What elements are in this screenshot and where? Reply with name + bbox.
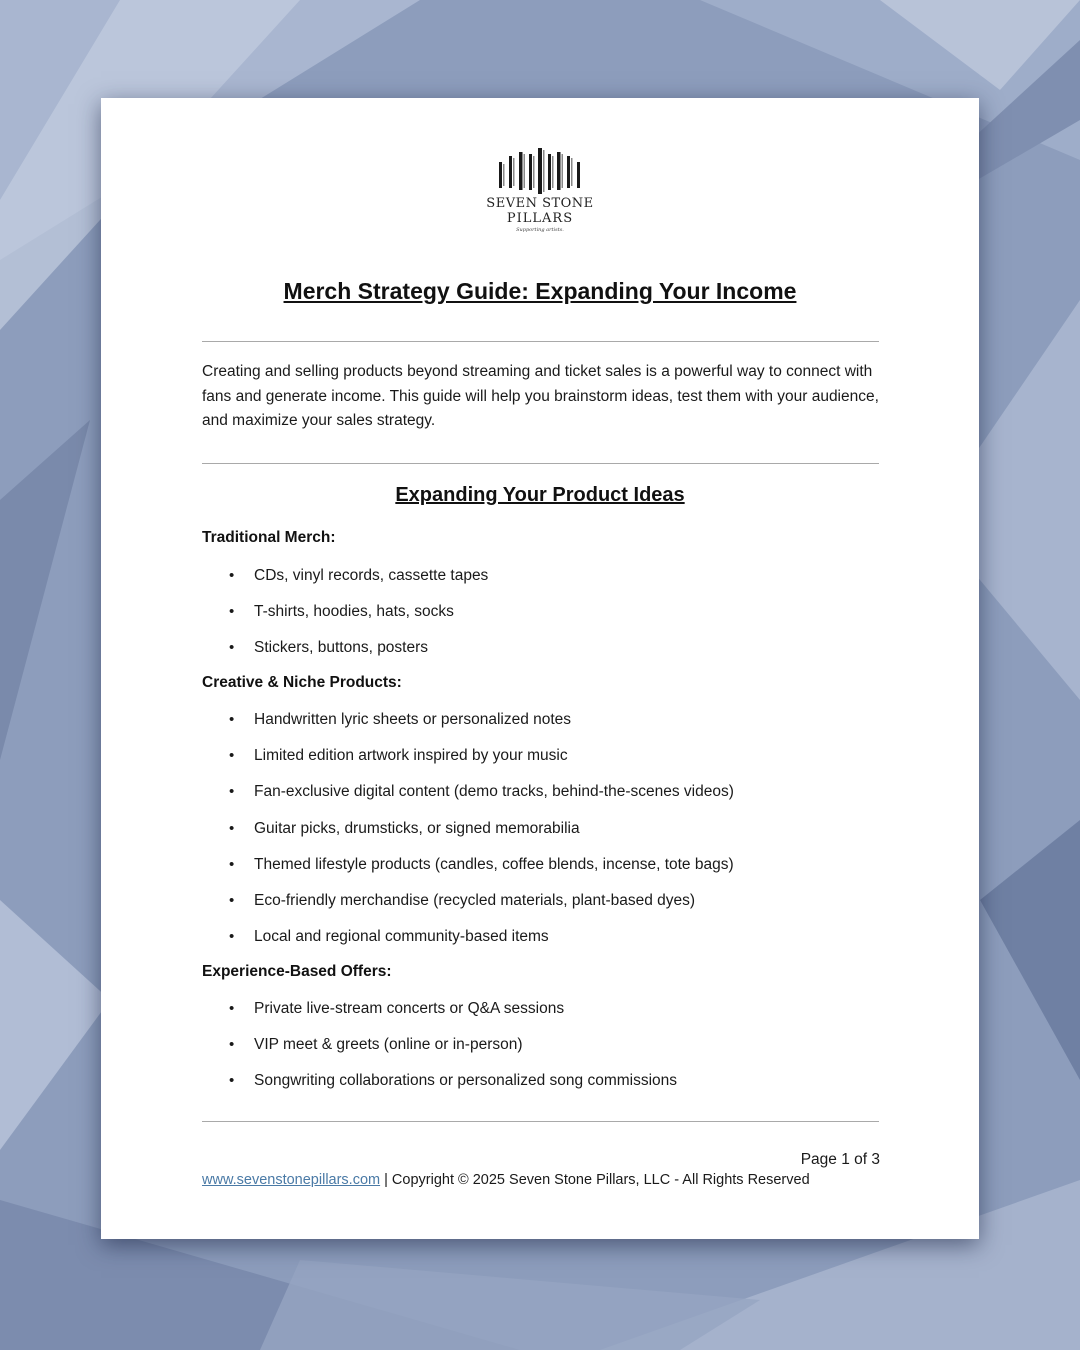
list-item-text: Guitar picks, drumsticks, or signed memorabilia [254,819,580,837]
list-item-text: T-shirts, hoodies, hats, socks [254,603,454,621]
list-item [202,891,879,927]
list-item-text: Eco-friendly merchandise (recycled materials, plant-based dyes) [254,891,696,909]
logo-tagline: Supporting artists. [516,227,564,233]
list-item-text: Fan-exclusive digital content (demo tracks, behind-the-scenes videos) [254,783,734,801]
website-link[interactable]: www.sevenstonepillars.com [202,1172,381,1188]
divider-middle [202,463,879,464]
bullet-icon: • [229,1000,235,1017]
page-number: Page 1 of 3 [800,1151,880,1168]
bullet-icon: • [229,639,235,657]
list-item [202,746,879,782]
bullet-icon: • [229,1036,235,1054]
list-item-text: Private live-stream concerts or Q&A sessions [254,1000,565,1017]
bullet-icon: • [229,747,235,765]
list-item [202,710,879,746]
company-logo [101,148,979,234]
creative-products-list [202,710,879,963]
bullet-icon: • [229,567,235,584]
list-item [202,1071,879,1107]
list-item-text: VIP meet & greets (online or in-person) [254,1036,523,1054]
list-item [202,782,879,818]
document-page [101,98,979,1239]
group-title-traditional: Traditional Merch: [202,529,336,546]
list-item-text: Local and regional community-based items [254,928,549,946]
divider-top [202,341,879,342]
bullet-icon: • [229,1072,235,1090]
traditional-merch-list [202,566,879,675]
list-item [202,819,879,855]
list-item [202,927,879,963]
logo-text-line2: PILLARS [506,211,574,226]
list-item [202,638,879,674]
intro-paragraph: Creating and selling products beyond streaming and ticket sales is a powerful way to connect with fans and generate income. This guide will help you brainstorm ideas, test them with your audience, and maximize your sales strategy. [202,363,879,429]
list-item-text: CDs, vinyl records, cassette tapes [254,567,489,584]
list-item [202,999,879,1035]
pillars-logo-icon [495,148,585,194]
section-title: Expanding Your Product Ideas [395,484,685,506]
logo-text-line1: SEVEN STONE [486,196,594,211]
bullet-icon: • [229,891,235,909]
bullet-icon: • [229,711,235,728]
list-item [202,855,879,891]
list-item-text: Limited edition artwork inspired by your music [254,747,568,765]
list-item [202,566,879,602]
document-title: Merch Strategy Guide: Expanding Your Income [283,278,797,304]
divider-bottom [202,1121,879,1122]
list-item-text: Handwritten lyric sheets or personalized notes [254,711,572,728]
footer [202,1172,810,1188]
group-title-experience: Experience-Based Offers: [202,963,392,980]
bullet-icon: • [229,783,235,801]
experience-offers-list [202,999,879,1108]
list-item-text: Songwriting collaborations or personalized song commissions [254,1072,678,1090]
bullet-icon: • [229,855,235,873]
list-item [202,1035,879,1071]
bullet-icon: • [229,928,235,946]
list-item [202,602,879,638]
bullet-icon: • [229,819,235,837]
group-title-creative: Creative & Niche Products: [202,674,402,691]
bullet-icon: • [229,603,235,621]
copyright-text: | Copyright © 2025 Seven Stone Pillars, LLC - All Rights Reserved [380,1172,810,1188]
list-item-text: Themed lifestyle products (candles, coffee blends, incense, tote bags) [254,855,734,873]
list-item-text: Stickers, buttons, posters [254,639,429,657]
